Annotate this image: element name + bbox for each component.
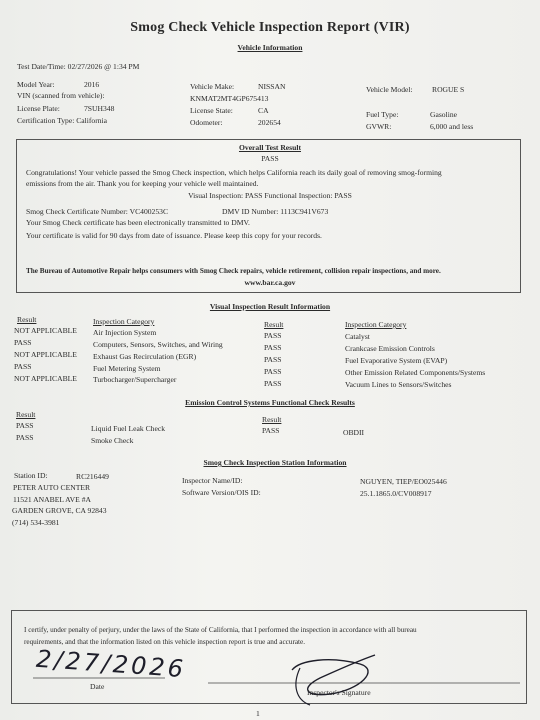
station-heading: Smog Check Inspection Station Information: [203, 458, 347, 467]
visual-left-result: PASS: [14, 338, 32, 347]
functional-col-result-right: Result: [262, 415, 282, 424]
vin-label: VIN (scanned from vehicle):: [17, 91, 105, 100]
visual-right-category: Vacuum Lines to Sensors/Switches: [345, 380, 452, 389]
visual-left-category: Air Injection System: [93, 328, 157, 337]
visual-left-category: Fuel Metering System: [93, 364, 161, 373]
transmitted-notice: Your Smog Check certificate has been electronically transmitted to DMV.: [26, 218, 250, 227]
functional-left-result: PASS: [16, 421, 34, 430]
station-address-1: 11521 ANABEL AVE #A: [13, 495, 91, 504]
fuel-label: Fuel Type:: [366, 110, 399, 119]
model-year-label: Model Year:: [17, 80, 55, 89]
congrats-line-2: emissions from the air. Thank you for keeping your vehicle well maintained.: [26, 179, 259, 188]
make-label: Vehicle Make:: [190, 82, 235, 91]
functional-right-category: OBDII: [343, 428, 365, 437]
model-year-value: 2016: [84, 80, 100, 89]
overall-result: PASS: [261, 154, 279, 163]
visual-col-result-right: Result: [264, 320, 284, 329]
visual-right-category: Catalyst: [345, 332, 370, 341]
signature-label: Inspector's Signature: [307, 688, 371, 697]
certify-line-1: I certify, under penalty of perjury, under the laws of the State of California, that I performed the inspection in accordance with all bureau: [24, 626, 417, 634]
model-label: Vehicle Model:: [366, 85, 413, 94]
certificate-number: Smog Check Certificate Number: VC400253C: [26, 207, 169, 216]
make-value: NISSAN: [258, 82, 286, 91]
dmv-id: DMV ID Number: 1113C941V673: [222, 207, 329, 216]
functional-right-result: PASS: [262, 426, 280, 435]
visual-right-category: Other Emission Related Components/Systems: [345, 368, 486, 377]
odometer-label: Odometer:: [190, 118, 223, 127]
visual-functional-summary: Visual Inspection: PASS Functional Inspection: PASS: [188, 191, 352, 200]
certify-line-2: requirements, and that the information listed on this vehicle inspection report is true and accurate.: [24, 638, 306, 646]
congrats-line-1: Congratulations! Your vehicle passed the Smog Check inspection, which helps California reach its daily goal of removing smog-forming: [26, 168, 442, 177]
station-name: PETER AUTO CENTER: [13, 483, 91, 492]
visual-right-result: PASS: [264, 355, 282, 364]
gvwr-value: 6,000 and less: [430, 122, 474, 131]
functional-left-result: PASS: [16, 433, 34, 442]
visual-left-result: NOT APPLICABLE: [14, 350, 77, 359]
model-value: ROGUE S: [432, 85, 465, 94]
functional-left-category: Liquid Fuel Leak Check: [91, 424, 166, 433]
visual-left-result: PASS: [14, 362, 32, 371]
vehicle-info-heading: Vehicle Information: [237, 43, 303, 52]
station-id-value: RC216449: [76, 472, 109, 481]
inspector-label: Inspector Name/ID:: [182, 476, 243, 485]
state-value: CA: [258, 106, 269, 115]
station-id-label: Station ID:: [14, 471, 48, 480]
station-phone: (714) 534-3981: [12, 518, 60, 527]
visual-left-result: NOT APPLICABLE: [14, 374, 77, 383]
software-label: Software Version/OIS ID:: [182, 488, 261, 497]
visual-left-category: Turbocharger/Supercharger: [93, 375, 177, 384]
validity-notice: Your certificate is valid for 90 days from date of issuance. Please keep this copy for your records.: [26, 231, 322, 240]
visual-left-category: Exhaust Gas Recirculation (EGR): [93, 352, 197, 361]
inspector-value: NGUYEN, TIEP/EO025446: [360, 477, 447, 486]
fuel-value: Gasoline: [430, 110, 457, 119]
handwritten-date: 2/27/2026: [35, 644, 187, 684]
cert-type: Certification Type: California: [17, 116, 108, 125]
visual-right-category: Crankcase Emission Controls: [345, 344, 435, 353]
bar-website[interactable]: www.bar.ca.gov: [244, 278, 296, 287]
test-datetime: Test Date/Time: 02/27/2026 @ 1:34 PM: [17, 62, 140, 71]
report-title: Smog Check Vehicle Inspection Report (VIR): [130, 20, 410, 35]
station-address-2: GARDEN GROVE, CA 92843: [12, 506, 107, 515]
functional-left-category: Smoke Check: [91, 436, 134, 445]
visual-right-category: Fuel Evaporative System (EVAP): [345, 356, 448, 365]
odometer-value: 202654: [258, 118, 281, 127]
functional-heading: Emission Control Systems Functional Check Results: [185, 398, 355, 407]
state-label: License State:: [190, 106, 233, 115]
software-value: 25.1.1865.0/CV008917: [360, 489, 432, 498]
date-label: Date: [90, 682, 105, 691]
visual-right-result: PASS: [264, 367, 282, 376]
visual-left-category: Computers, Sensors, Switches, and Wiring: [93, 340, 223, 349]
visual-heading: Visual Inspection Result Information: [209, 302, 331, 311]
overall-heading: Overall Test Result: [238, 143, 301, 152]
visual-col-category-left: Inspection Category: [93, 317, 155, 326]
bar-notice: The Bureau of Automotive Repair helps consumers with Smog Check repairs, vehicle retirement, collision repair inspections, and more.: [26, 267, 441, 275]
plate-value: 7SUH348: [84, 104, 115, 113]
page-number: 1: [256, 709, 260, 718]
visual-col-category-right: Inspection Category: [345, 320, 407, 329]
visual-col-result-left: Result: [17, 315, 37, 324]
visual-left-result: NOT APPLICABLE: [14, 326, 77, 335]
gvwr-label: GVWR:: [366, 122, 392, 131]
visual-right-result: PASS: [264, 343, 282, 352]
vin-value: KNMAT2MT4GP675413: [190, 94, 269, 103]
visual-right-result: PASS: [264, 379, 282, 388]
plate-label: License Plate:: [17, 104, 60, 113]
visual-right-result: PASS: [264, 331, 282, 340]
functional-col-result-left: Result: [16, 410, 36, 419]
